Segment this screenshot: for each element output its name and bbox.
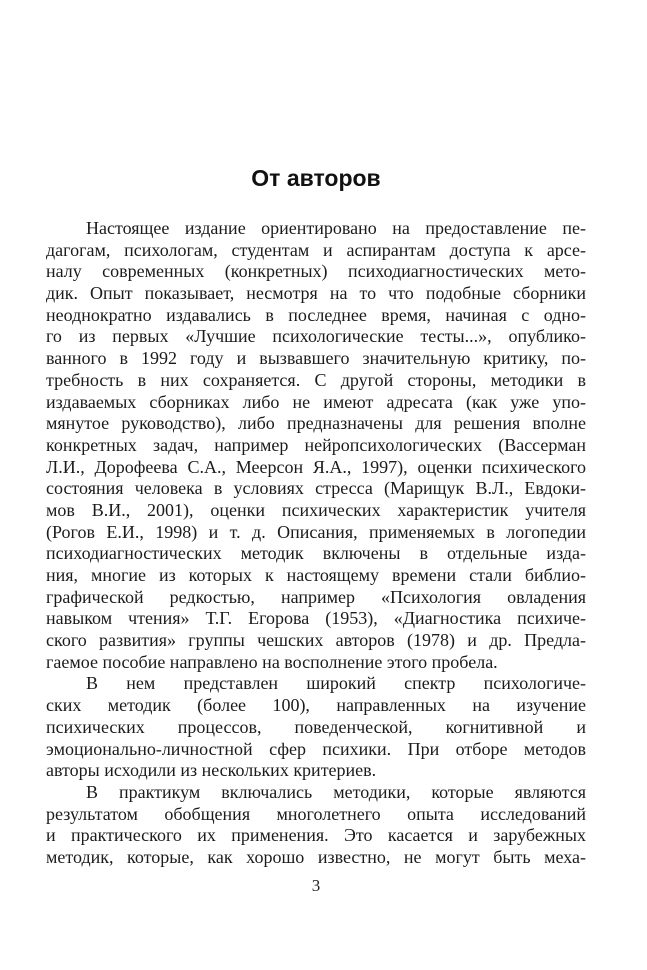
text-line: го из первых «Лучшие психологические тесты...», опублико- bbox=[46, 326, 586, 347]
text-line: мянутое руководство), либо предназначены для решения вполне bbox=[46, 413, 586, 434]
text-line: неоднократно издавались в последнее время, начиная с одно- bbox=[46, 304, 586, 325]
text-line: методик, которые, как хорошо известно, не могут быть меха- bbox=[46, 846, 586, 867]
paragraph bbox=[46, 673, 586, 781]
paragraph bbox=[46, 782, 586, 869]
text-line: авторы исходили из нескольких критериев. bbox=[46, 760, 377, 781]
text-line: требность в них сохраняется. С другой стороны, методики в bbox=[46, 369, 586, 390]
text-line: эмоционально-личностной сфер психики. При отборе методов bbox=[46, 738, 586, 759]
text-line: мов В.И., 2001), оценки психических характеристик учителя bbox=[46, 499, 586, 520]
body-text bbox=[46, 218, 586, 869]
text-line: графической редкостью, например «Психология овладения bbox=[46, 586, 586, 607]
text-line: Л.И., Дорофеева С.А., Меерсон Я.А., 1997), оценки психического bbox=[46, 456, 586, 477]
text-line: В нем представлен широкий спектр психологиче- bbox=[86, 673, 586, 694]
text-line: ния, многие из которых к настоящему времени стали библио- bbox=[46, 565, 586, 585]
text-line: результатом обобщения многолетнего опыта исследований bbox=[46, 803, 586, 824]
text-line: Настоящее издание ориентировано на предоставление пе- bbox=[86, 218, 586, 238]
text-line: ванного в 1992 году и вызвавшего значительную критику, по- bbox=[46, 348, 586, 369]
text-line: дагогам, психологам, студентам и аспирантам доступа к арсе- bbox=[46, 239, 586, 260]
text-line: гаемое пособие направлено на восполнение этого пробела. bbox=[46, 651, 498, 672]
text-line: состояния человека в условиях стресса (Марищук В.Л., Евдоки- bbox=[46, 478, 586, 499]
text-line: ских методик (более 100), направленных на изучение bbox=[46, 695, 586, 716]
text-column bbox=[46, 0, 586, 896]
text-line: В практикум включались методики, которые являются bbox=[86, 781, 586, 802]
chapter-title: От авторов bbox=[251, 165, 381, 191]
text-line: навыком чтения» Т.Г. Егорова (1953), «Диагностика психиче- bbox=[46, 608, 586, 629]
text-line: и практического их применения. Это касается и зарубежных bbox=[46, 825, 586, 846]
page-number: 3 bbox=[311, 875, 321, 895]
text-line: налу современных (конкретных) психодиагностических мето- bbox=[46, 261, 586, 282]
text-line: ского развития» группы чешских авторов (1978) и др. Предла- bbox=[46, 630, 586, 651]
text-line: дик. Опыт показывает, несмотря на то что подобные сборники bbox=[46, 283, 586, 304]
paragraph bbox=[46, 218, 586, 673]
text-line: издаваемых сборниках либо не имеют адресата (как уже упо- bbox=[46, 391, 586, 412]
text-line: (Рогов Е.И., 1998) и т. д. Описания, применяемых в логопедии bbox=[46, 521, 586, 542]
text-line: конкретных задач, например нейропсихологических (Вассерман bbox=[46, 434, 586, 455]
text-line: психических процессов, поведенческой, когнитивной и bbox=[46, 716, 586, 737]
text-line: психодиагностических методик включены в отдельные изда- bbox=[46, 543, 586, 564]
